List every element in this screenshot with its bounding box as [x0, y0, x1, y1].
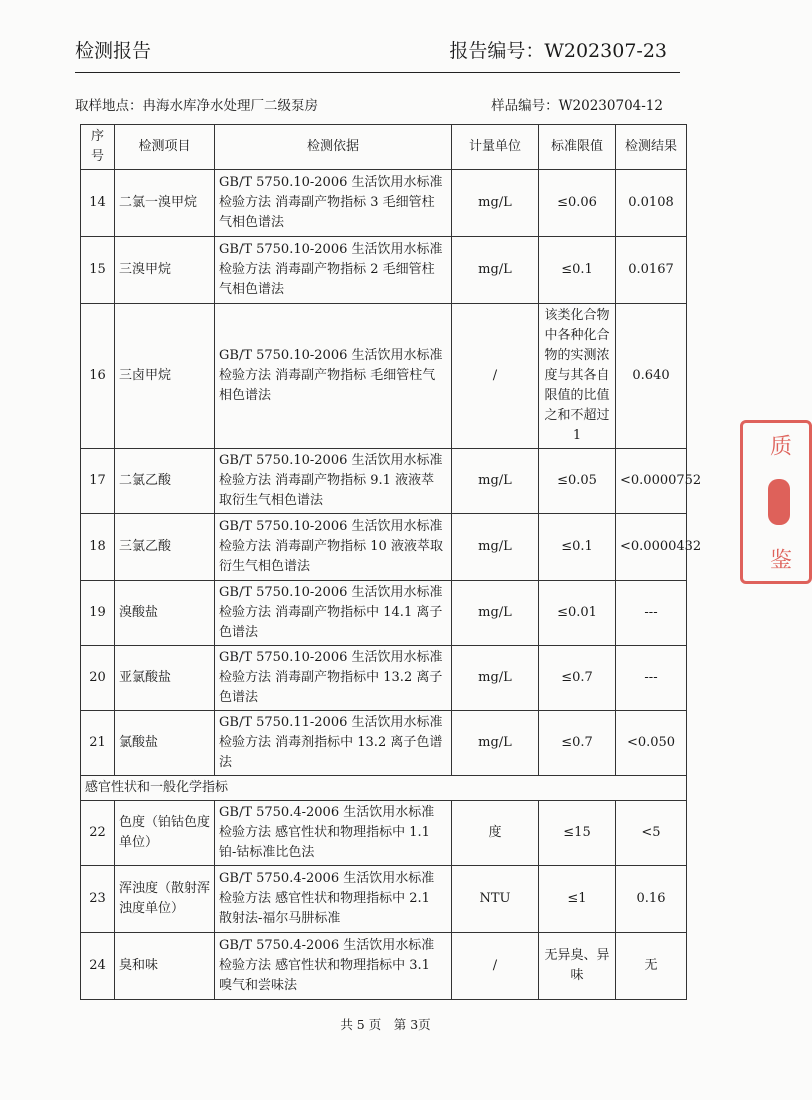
row-no: 24 [81, 933, 115, 1000]
section-row [81, 776, 687, 801]
row-unit: mg/L [452, 170, 539, 237]
row-basis: GB/T 5750.10-2006 生活饮用水标准检验方法 消毒副产物指标中 14.1 离子色谱法 [215, 581, 452, 646]
row-limit: ≤0.1 [539, 514, 616, 581]
table-row [81, 801, 687, 866]
row-basis: GB/T 5750.11-2006 生活饮用水标准检验方法 消毒剂指标中 13.2 离子色谱法 [215, 711, 452, 776]
row-result: 0.16 [616, 866, 687, 933]
report-number: 报告编号：W202307-23 [449, 40, 667, 62]
row-limit: ≤1 [539, 866, 616, 933]
table-row [81, 170, 687, 237]
table-row [81, 449, 687, 514]
row-no: 18 [81, 514, 115, 581]
row-unit: mg/L [452, 581, 539, 646]
row-item: 臭和味 [115, 933, 215, 1000]
table-row [81, 514, 687, 581]
row-limit: ≤0.06 [539, 170, 616, 237]
official-seal [740, 420, 812, 584]
col-header-basis: 检测依据 [215, 125, 452, 170]
row-unit: / [452, 304, 539, 449]
row-basis: GB/T 5750.10-2006 生活饮用水标准检验方法 消毒副产物指标 2 毛细管柱气相色谱法 [215, 237, 452, 304]
section-title: 感官性状和一般化学指标 [81, 776, 687, 801]
row-item: 三卤甲烷 [115, 304, 215, 449]
row-limit: ≤0.1 [539, 237, 616, 304]
row-no: 16 [81, 304, 115, 449]
row-unit: mg/L [452, 449, 539, 514]
row-no: 23 [81, 866, 115, 933]
row-no: 21 [81, 711, 115, 776]
row-basis: GB/T 5750.10-2006 生活饮用水标准检验方法 消毒副产物指标 毛细管柱气相色谱法 [215, 304, 452, 449]
row-result: <0.050 [616, 711, 687, 776]
row-unit: mg/L [452, 514, 539, 581]
table-header-row [81, 125, 687, 170]
seal-char-bottom: 鉴 [766, 547, 792, 570]
col-header-unit: 计量单位 [452, 125, 539, 170]
sampling-location: 取样地点：冉海水库净水处理厂二级泵房 [75, 98, 318, 114]
row-limit: 无异臭、异味 [539, 933, 616, 1000]
row-result: 无 [616, 933, 687, 1000]
row-no: 20 [81, 646, 115, 711]
row-result: 0.640 [616, 304, 687, 449]
row-item: 二氯一溴甲烷 [115, 170, 215, 237]
row-basis: GB/T 5750.10-2006 生活饮用水标准检验方法 消毒副产物指标 9.1 液液萃取衍生气相色谱法 [215, 449, 452, 514]
row-item: 溴酸盐 [115, 581, 215, 646]
seal-mark [768, 479, 790, 525]
row-no: 17 [81, 449, 115, 514]
table-row [81, 237, 687, 304]
row-item: 浑浊度（散射浑浊度单位） [115, 866, 215, 933]
row-no: 14 [81, 170, 115, 237]
row-result: <0.0000752 [616, 449, 687, 514]
table-row [81, 711, 687, 776]
row-no: 15 [81, 237, 115, 304]
row-no: 19 [81, 581, 115, 646]
row-limit: ≤0.05 [539, 449, 616, 514]
row-item: 三氯乙酸 [115, 514, 215, 581]
row-basis: GB/T 5750.10-2006 生活饮用水标准检验方法 消毒副产物指标 3 毛细管柱气相色谱法 [215, 170, 452, 237]
row-result: --- [616, 646, 687, 711]
row-item: 三溴甲烷 [115, 237, 215, 304]
row-result: <5 [616, 801, 687, 866]
row-unit: 度 [452, 801, 539, 866]
row-result: <0.0000432 [616, 514, 687, 581]
row-item: 二氯乙酸 [115, 449, 215, 514]
results-table [80, 124, 702, 1000]
sample-number: 样品编号：W20230704-12 [491, 98, 663, 114]
col-header-item: 检测项目 [115, 125, 215, 170]
row-basis: GB/T 5750.4-2006 生活饮用水标准检验方法 感官性状和物理指标中 1.1 铂-钴标准比色法 [215, 801, 452, 866]
page-footer: 共 5 页 第 3页 [340, 1017, 431, 1032]
table-row [81, 581, 687, 646]
row-limit: ≤0.7 [539, 646, 616, 711]
row-unit: mg/L [452, 237, 539, 304]
header-divider [75, 72, 680, 73]
table-row [81, 646, 687, 711]
row-item: 氯酸盐 [115, 711, 215, 776]
row-result: 0.0108 [616, 170, 687, 237]
col-header-result: 检测结果 [616, 125, 687, 170]
row-no: 22 [81, 801, 115, 866]
row-unit: / [452, 933, 539, 1000]
row-basis: GB/T 5750.4-2006 生活饮用水标准检验方法 感官性状和物理指标中 3.1 嗅气和尝味法 [215, 933, 452, 1000]
row-basis: GB/T 5750.10-2006 生活饮用水标准检验方法 消毒副产物指标 10 液液萃取衍生气相色谱法 [215, 514, 452, 581]
seal-char-top: 质 [766, 434, 792, 457]
table-row [81, 933, 687, 1000]
table-row [81, 304, 687, 449]
row-item: 色度（铂钴色度单位） [115, 801, 215, 866]
table-row [81, 866, 687, 933]
col-header-limit: 标准限值 [539, 125, 616, 170]
row-result: 0.0167 [616, 237, 687, 304]
row-unit: mg/L [452, 646, 539, 711]
row-unit: NTU [452, 866, 539, 933]
row-unit: mg/L [452, 711, 539, 776]
col-header-no: 序号 [81, 125, 115, 170]
row-limit: 该类化合物中各种化合物的实测浓度与其各自限值的比值之和不超过1 [539, 304, 616, 449]
report-title: 检测报告 [75, 40, 152, 62]
row-limit: ≤15 [539, 801, 616, 866]
row-basis: GB/T 5750.4-2006 生活饮用水标准检验方法 感官性状和物理指标中 2.1 散射法-福尔马肼标准 [215, 866, 452, 933]
row-limit: ≤0.7 [539, 711, 616, 776]
row-basis: GB/T 5750.10-2006 生活饮用水标准检验方法 消毒副产物指标中 13.2 离子色谱法 [215, 646, 452, 711]
row-item: 亚氯酸盐 [115, 646, 215, 711]
row-limit: ≤0.01 [539, 581, 616, 646]
row-result: --- [616, 581, 687, 646]
